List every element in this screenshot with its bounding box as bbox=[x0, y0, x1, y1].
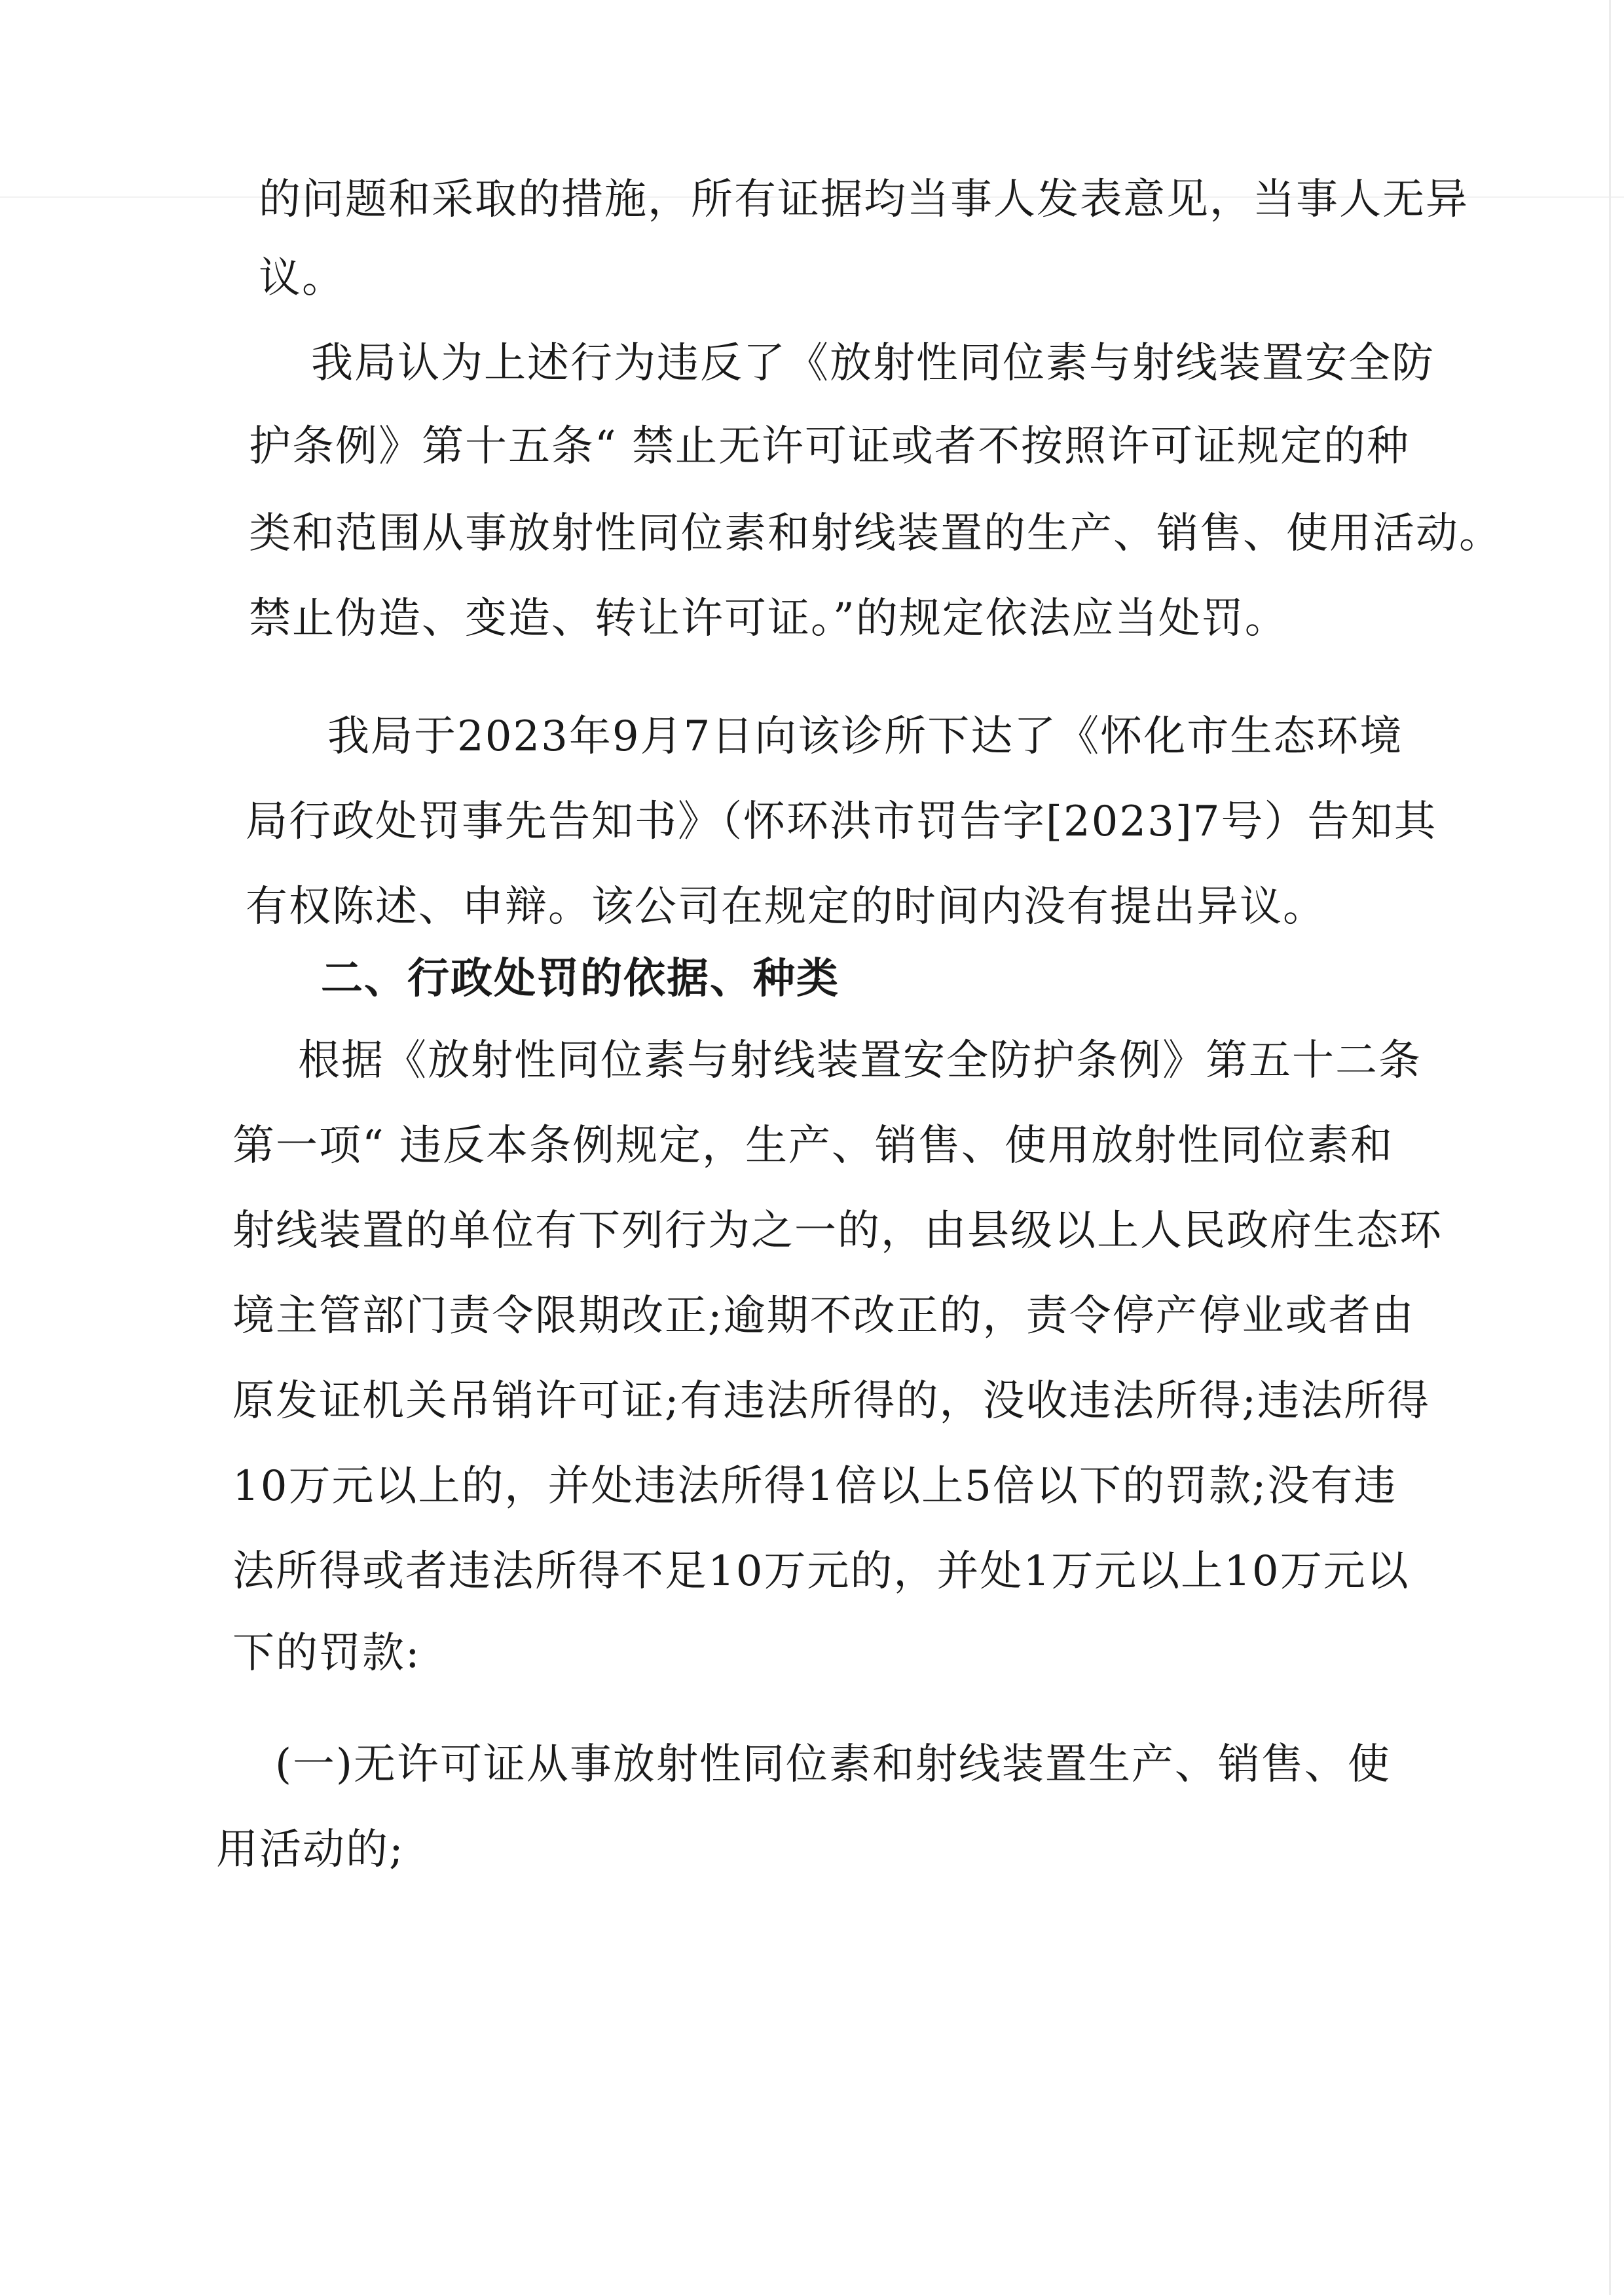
body-line: 我局于2023年9月7日向该诊所下达了《怀化市生态环境 bbox=[327, 712, 1403, 761]
body-line: 议。 bbox=[259, 254, 345, 303]
body-line: 法所得或者违法所得不足10万元的，并处1万元以上10万元以 bbox=[232, 1547, 1410, 1596]
body-line: 禁止伪造、变造、转让许可证。”的规定依法应当处罚。 bbox=[249, 595, 1288, 643]
body-line: 护条例》第十五条“ 禁止无许可证或者不按照许可证规定的种 bbox=[249, 422, 1411, 471]
body-line: (一)无许可证从事放射性同位素和射线装置生产、销售、使 bbox=[275, 1740, 1391, 1789]
body-line: 境主管部门责令限期改正;逾期不改正的，责令停产停业或者由 bbox=[232, 1292, 1415, 1340]
body-line: 局行政处罚事先告知书》（怀环洪市罚告字[2023]7号）告知其 bbox=[246, 798, 1437, 846]
body-line: 射线装置的单位有下列行为之一的，由县级以上人民政府生态环 bbox=[232, 1207, 1443, 1255]
body-line: 的问题和采取的措施，所有证据均当事人发表意见，当事人无异 bbox=[259, 175, 1469, 224]
section-heading: 二、行政处罚的依据、种类 bbox=[321, 955, 840, 1003]
body-line: 原发证机关吊销许可证;有违法所得的，没收违法所得;违法所得 bbox=[232, 1377, 1431, 1425]
body-line: 用活动的; bbox=[216, 1826, 405, 1874]
body-line: 我局认为上述行为违反了《放射性同位素与射线装置安全防 bbox=[311, 339, 1435, 388]
body-line: 类和范围从事放射性同位素和射线装置的生产、销售、使用活动。 bbox=[249, 509, 1502, 558]
scan-edge-shadow bbox=[1609, 0, 1611, 2295]
body-line: 10万元以上的，并处违法所得1倍以上5倍以下的罚款;没有违 bbox=[232, 1462, 1397, 1511]
body-line: 下的罚款: bbox=[232, 1629, 421, 1678]
body-line: 第一项“ 违反本条例规定，生产、销售、使用放射性同位素和 bbox=[232, 1122, 1394, 1170]
body-line: 有权陈述、申辩。该公司在规定的时间内没有提出异议。 bbox=[246, 883, 1326, 931]
body-line: 根据《放射性同位素与射线装置安全防护条例》第五十二条 bbox=[298, 1037, 1422, 1085]
